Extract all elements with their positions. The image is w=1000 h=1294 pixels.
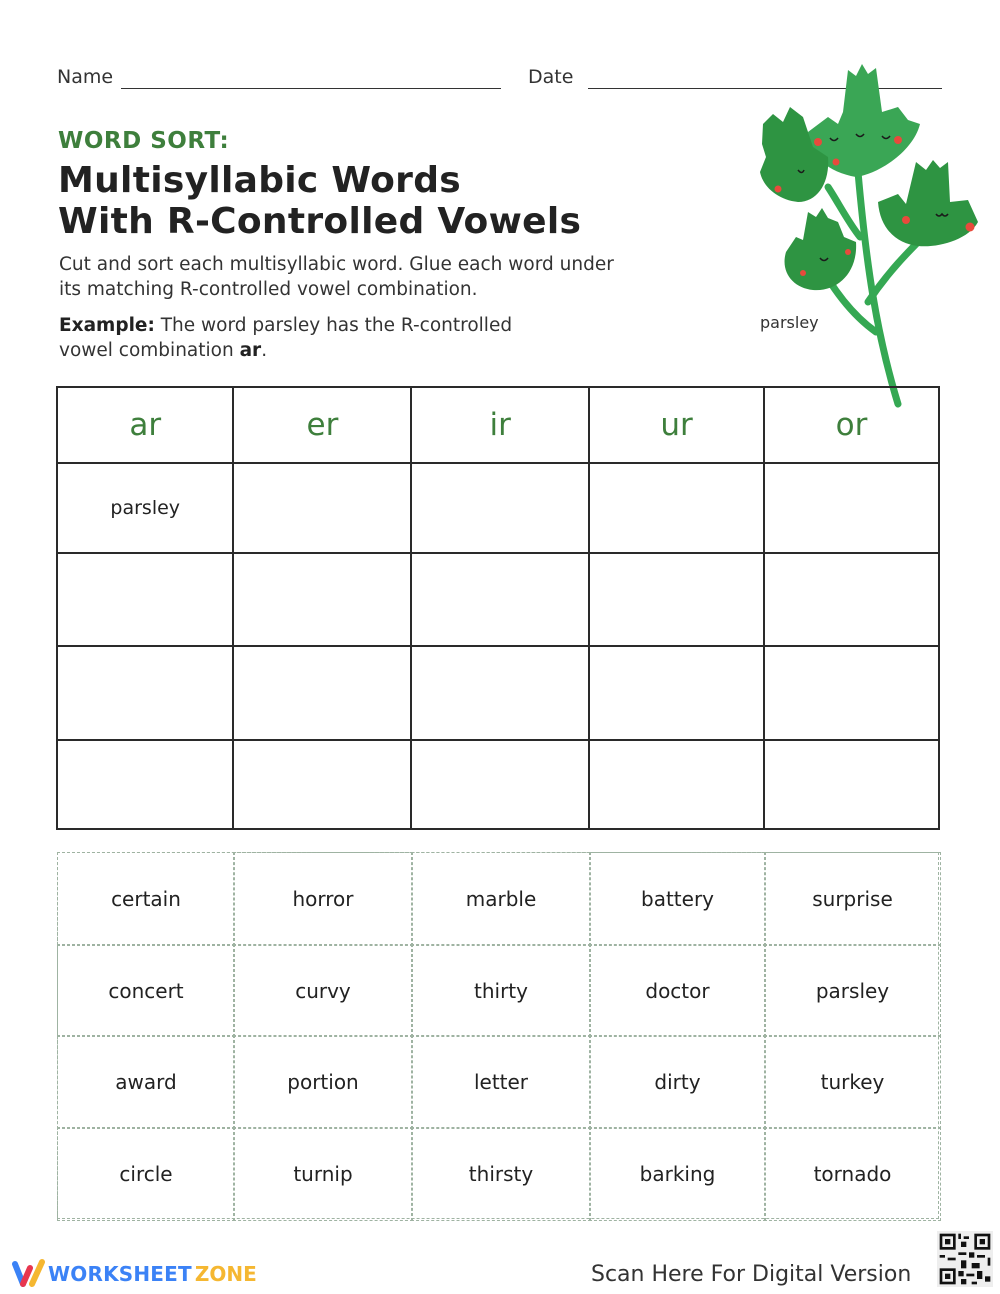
example-text (59, 313, 619, 363)
word-card[interactable]: turnip (233, 1127, 413, 1221)
qr-code-icon[interactable] (937, 1231, 993, 1287)
table-cell[interactable] (589, 740, 764, 829)
name-label: Name (57, 66, 114, 88)
table-cell[interactable] (233, 553, 411, 646)
table-cell[interactable] (764, 740, 939, 829)
instructions-line-1: Cut and sort each multisyllabic word. Glue each word under (59, 254, 614, 275)
brand-zone: ZONE (194, 1262, 257, 1286)
example-period: . (261, 340, 268, 361)
table-cell[interactable] (411, 646, 589, 740)
table-cell[interactable] (57, 740, 233, 829)
column-header-er: er (233, 387, 411, 463)
table-cell[interactable] (411, 463, 589, 553)
column-header-or: or (764, 387, 939, 463)
word-card[interactable]: circle (57, 1127, 235, 1221)
title-kicker: WORD SORT: (58, 128, 230, 154)
table-cell[interactable] (411, 740, 589, 829)
worksheet-zone-logo[interactable] (10, 1258, 257, 1290)
column-header-ur: ur (589, 387, 764, 463)
table-cell[interactable] (589, 463, 764, 553)
word-card[interactable]: thirsty (411, 1127, 591, 1221)
word-card[interactable]: tornado (764, 1127, 941, 1221)
instructions (59, 252, 739, 302)
table-cell[interactable] (589, 553, 764, 646)
brand-worksheet: WORKSHEET (48, 1262, 192, 1286)
word-card[interactable]: turkey (764, 1035, 941, 1129)
word-card[interactable]: certain (57, 852, 235, 946)
table-cell[interactable] (411, 553, 589, 646)
word-card[interactable]: dirty (589, 1035, 766, 1129)
table-cell[interactable] (233, 463, 411, 553)
table-row (57, 740, 939, 829)
parsley-label: parsley (760, 313, 819, 332)
column-header-ir: ir (411, 387, 589, 463)
page-title (58, 160, 581, 242)
word-card[interactable]: doctor (589, 944, 766, 1037)
sort-table (56, 386, 940, 830)
table-cell[interactable] (57, 646, 233, 740)
word-card[interactable]: battery (589, 852, 766, 946)
table-cell[interactable] (764, 553, 939, 646)
date-label: Date (528, 66, 574, 88)
word-card[interactable]: portion (233, 1035, 413, 1129)
table-row (57, 463, 939, 553)
name-field[interactable] (121, 71, 501, 89)
example-label: Example: (59, 315, 155, 336)
word-card[interactable]: parsley (764, 944, 941, 1037)
word-card[interactable]: marble (411, 852, 591, 946)
table-cell[interactable] (764, 646, 939, 740)
example-sentence: The word parsley has the R-controlled (154, 315, 513, 336)
table-cell[interactable]: parsley (57, 463, 233, 553)
column-header-ar: ar (57, 387, 233, 463)
word-card[interactable]: award (57, 1035, 235, 1129)
word-card[interactable]: curvy (233, 944, 413, 1037)
cut-out-word-grid (57, 852, 939, 1219)
table-row (57, 646, 939, 740)
example-vowel: ar (239, 340, 262, 361)
table-cell[interactable] (233, 646, 411, 740)
table-header-row (57, 387, 939, 463)
table-cell[interactable] (57, 553, 233, 646)
table-cell[interactable] (589, 646, 764, 740)
scan-text: Scan Here For Digital Version (591, 1262, 912, 1287)
worksheet-zone-logo-icon (10, 1258, 48, 1290)
title-line-2: With R-Controlled Vowels (58, 201, 582, 242)
word-card[interactable]: concert (57, 944, 235, 1037)
word-card[interactable]: barking (589, 1127, 766, 1221)
word-card[interactable]: surprise (764, 852, 941, 946)
table-row (57, 553, 939, 646)
table-cell[interactable] (233, 740, 411, 829)
instructions-line-2: its matching R-controlled vowel combination. (59, 279, 478, 300)
example-sentence-2: vowel combination (59, 340, 240, 361)
word-card[interactable]: horror (233, 852, 413, 946)
table-cell[interactable] (764, 463, 939, 553)
parsley-illustration-icon (758, 62, 988, 412)
title-line-1: Multisyllabic Words (58, 160, 462, 201)
word-card[interactable]: thirty (411, 944, 591, 1037)
word-card[interactable]: letter (411, 1035, 591, 1129)
